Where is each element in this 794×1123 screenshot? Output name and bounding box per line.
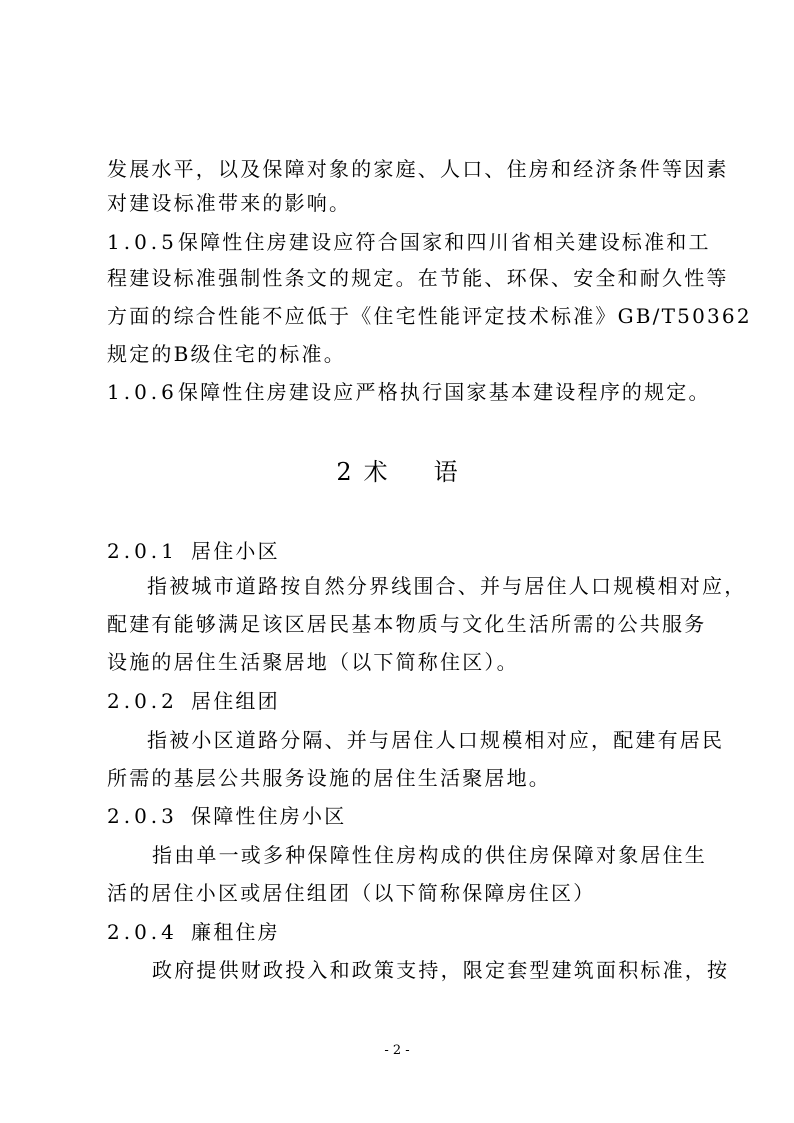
term-definition-line: 活的居住小区或居住组团（以下简称保障房住区）	[107, 881, 596, 905]
clause-1-0-5-line-1	[107, 228, 711, 256]
clause-number: 1.0.6	[107, 380, 178, 404]
clause-number: 1.0.5	[107, 230, 178, 254]
page-number: - 2 -	[384, 1043, 410, 1058]
term-number: 2.0.1	[107, 539, 178, 563]
term-heading	[107, 537, 695, 565]
term-number: 2.0.3	[107, 804, 178, 828]
clause-1-0-6-line-1	[107, 378, 711, 406]
term-definition-line: 所需的基层公共服务设施的居住生活聚居地。	[107, 766, 551, 790]
term-number: 2.0.4	[107, 920, 178, 944]
term-name: 保障性住房小区	[191, 804, 347, 828]
term-name: 居住小区	[191, 539, 280, 563]
clause-text: 保障性住房建设应严格执行国家基本建设程序的规定。	[177, 380, 711, 404]
clause-1-0-4-line-1: 发展水平，以及保障对象的家庭、人口、住房和经济条件等因素	[107, 157, 729, 181]
term-definition-line: 指被小区道路分隔、并与居住人口规模相对应，配建有居民	[147, 728, 725, 752]
term-name: 居住组团	[191, 689, 280, 713]
term-heading	[107, 687, 695, 715]
section-number: 2	[336, 458, 352, 486]
section-title-char-1: 术	[363, 458, 388, 486]
term-name: 廉租住房	[191, 920, 280, 944]
clause-1-0-4-line-2: 对建设标准带来的影响。	[107, 191, 352, 215]
clause-1-0-5-line-3: 方面的综合性能不应低于《住宅性能评定技术标准》GB/T50362	[107, 304, 752, 328]
section-heading	[0, 456, 794, 488]
term-heading	[107, 802, 695, 830]
term-definition-line: 指由单一或多种保障性住房构成的供住房保障对象居住生	[152, 843, 707, 867]
term-definition-line: 配建有能够满足该区居民基本物质与文化生活所需的公共服务	[107, 612, 707, 636]
term-number: 2.0.2	[107, 689, 178, 713]
section-title-char-2: 语	[433, 458, 458, 486]
clause-1-0-5-line-4: 规定的B级住宅的标准。	[107, 342, 346, 366]
term-definition-line: 政府提供财政投入和政策支持，限定套型建筑面积标准，按	[152, 958, 730, 982]
clause-text: 保障性住房建设应符合国家和四川省相关建设标准和工	[177, 230, 711, 254]
term-definition-line: 设施的居住生活聚居地（以下简称住区）。	[107, 650, 519, 674]
term-heading	[107, 918, 695, 946]
clause-1-0-5-line-2: 程建设标准强制性条文的规定。在节能、环保、安全和耐久性等	[107, 266, 729, 290]
term-definition-line: 指被城市道路按自然分界线围合、并与居住人口规模相对应，	[147, 574, 747, 598]
